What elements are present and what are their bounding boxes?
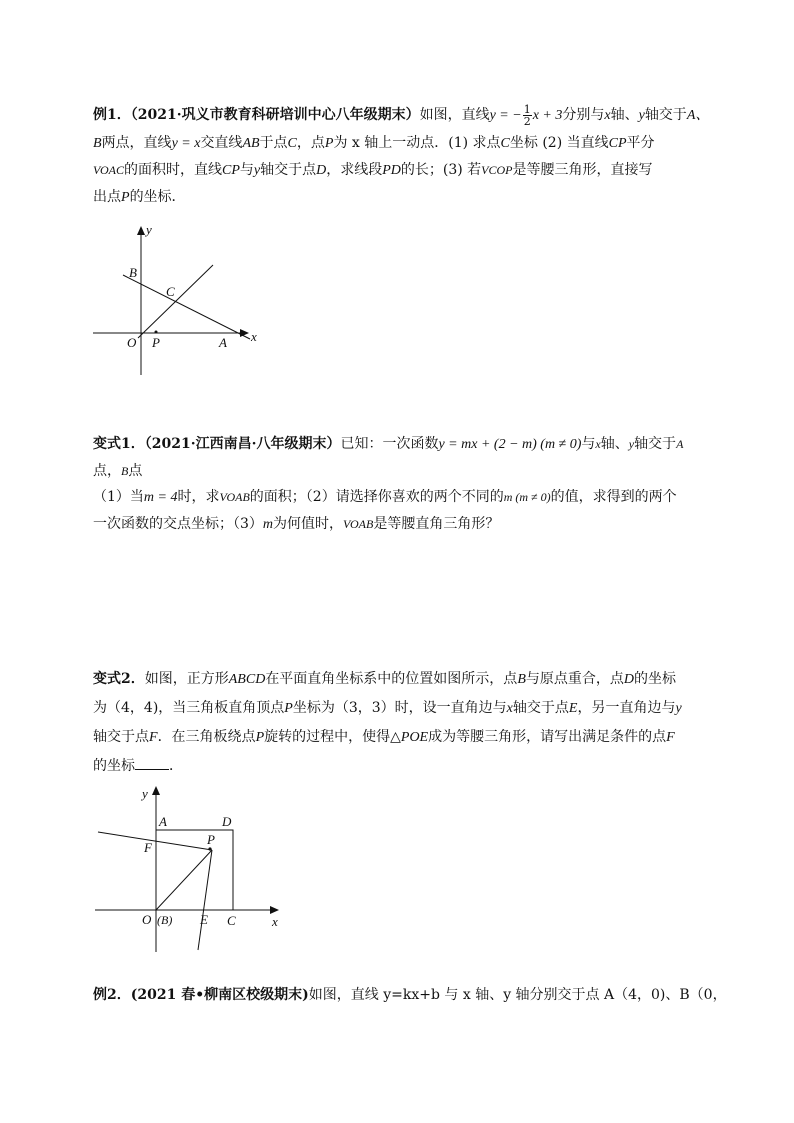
text: 与: [581, 436, 596, 452]
math: B: [121, 464, 129, 478]
point-p: [208, 847, 211, 850]
math: y: [628, 437, 635, 451]
example-1-line-3: [93, 157, 701, 184]
text: 为 x 轴上一动点．(1) 求点: [333, 135, 501, 151]
example-1-figure: [88, 220, 268, 380]
text: 点: [128, 463, 143, 479]
math: C: [500, 136, 510, 151]
fraction: [523, 104, 532, 127]
example-2-label: 例2．(2021 春•柳南区校级期末): [93, 987, 309, 1003]
math: B: [93, 136, 102, 151]
label-a: A: [219, 335, 227, 350]
text: 为何值时，: [273, 516, 344, 532]
math: P: [121, 190, 130, 205]
math: PD: [382, 163, 401, 178]
variation-2-figure: [90, 778, 290, 954]
text: 与原点重合，点: [525, 671, 624, 687]
text: 点，: [93, 463, 121, 479]
variation-2-line-4: [93, 752, 701, 780]
diagonal-op: [156, 850, 212, 910]
text: ，另一直角边与: [577, 700, 676, 716]
math: y = −: [489, 108, 522, 123]
text: 为（4，4)，当三角板直角顶点: [93, 700, 285, 716]
text: 成为等腰三角形，请写出满足条件的点: [428, 729, 667, 745]
label-o: O: [142, 912, 152, 927]
text: 坐标为（3，3）时，设一直角边与: [292, 700, 507, 716]
variation-1-line-3: [93, 484, 701, 511]
triangle-edge-pe: [198, 850, 212, 950]
text: 旋转的过程中，使得: [264, 729, 391, 745]
text: 出点: [93, 189, 121, 205]
math: m (m ≠ 0): [503, 490, 551, 504]
math: C: [287, 136, 297, 151]
text: 的坐标: [93, 758, 135, 774]
fraction-denominator: 2: [523, 114, 531, 128]
math: m: [262, 517, 274, 532]
text: ，点: [296, 135, 325, 151]
math: A、: [686, 108, 710, 123]
variation-2-line-3: [93, 723, 701, 752]
text: 坐标 (2) 当直线: [509, 135, 609, 151]
text: 如图，直线 y=kx+b 与 x 轴、y 轴分别交于点 A（4，0)、B（0，: [308, 987, 727, 1003]
y-axis-arrow: [137, 226, 145, 235]
text: 在平面直角坐标系中的位置如图所示，点: [265, 671, 518, 687]
example-2: [93, 982, 727, 1008]
label-x: x: [251, 329, 257, 344]
example-1-line-2: [93, 130, 701, 157]
math: x: [595, 437, 601, 451]
variation-1: [93, 430, 701, 538]
math: F: [666, 730, 675, 745]
math: y: [638, 108, 645, 123]
variation-1-line-2: [93, 458, 701, 484]
fraction-numerator: 1: [523, 102, 531, 116]
text: 与: [239, 162, 254, 178]
text: 轴交于点: [512, 700, 569, 716]
text: 轴交于: [644, 107, 687, 123]
math: CP: [221, 163, 240, 178]
math: VOAC: [93, 163, 124, 177]
text: ．: [169, 758, 183, 774]
variation-2-line-1: [93, 665, 701, 694]
math: P: [324, 136, 334, 151]
text: 轴、: [600, 436, 629, 452]
label-x: x: [272, 914, 278, 929]
math: F: [149, 730, 158, 745]
label-p: P: [207, 832, 215, 847]
math: y = x: [171, 136, 201, 151]
variation-2-label: 变式2．: [93, 671, 145, 687]
example-1-line-4: [93, 184, 701, 211]
text: 是等腰直角三角形？: [373, 516, 500, 532]
text: 的面积；（2）请选择你喜欢的两个不同的: [249, 489, 504, 505]
variation-1-line-4: [93, 511, 701, 538]
x-axis-arrow: [270, 906, 279, 914]
example-1: [93, 100, 710, 211]
text: 的坐标．: [129, 189, 186, 205]
answer-blank[interactable]: [135, 755, 169, 770]
math: y = mx + (2 − m) (m ≠ 0): [438, 437, 582, 452]
math: P: [284, 701, 293, 716]
text: 的面积时，直线: [123, 162, 222, 178]
text: 一次函数的交点坐标；（3）: [93, 516, 263, 532]
label-p: P: [152, 335, 160, 350]
label-y: y: [142, 786, 148, 801]
math: D: [623, 672, 634, 687]
text: 的长；(3) 若: [400, 162, 482, 178]
math: D: [316, 163, 327, 178]
text: 时，求: [177, 489, 220, 505]
math: CP: [608, 136, 627, 151]
text: 于点: [259, 135, 288, 151]
text: ，求线段: [326, 162, 383, 178]
text: 已知：一次函数: [340, 436, 439, 452]
text: （1）当: [93, 489, 144, 505]
math: x: [506, 701, 513, 716]
math: VOAB: [343, 517, 374, 531]
y-axis-arrow: [152, 786, 160, 795]
math: m = 4: [143, 490, 178, 505]
math: A: [676, 437, 684, 451]
text: 交直线: [200, 135, 243, 151]
variation-2-line-2: [93, 694, 701, 723]
text: 如图，正方形: [144, 671, 229, 687]
label-b: B: [129, 265, 137, 280]
text: 平分: [626, 135, 655, 151]
math: x + 3: [532, 108, 563, 123]
text: ．在三角板绕点: [157, 729, 256, 745]
math: x: [604, 108, 611, 123]
text: 轴交于: [634, 436, 677, 452]
line-y-equals-x: [138, 265, 213, 338]
text: 轴、: [610, 107, 639, 123]
math: B: [517, 672, 526, 687]
math: VCOP: [481, 163, 513, 177]
math: P: [255, 730, 265, 745]
example-1-label: 例1．（2021·巩义市教育科研培训中心八年级期末）: [93, 107, 420, 123]
point-p: [155, 331, 158, 334]
variation-1-line-1: [93, 430, 701, 458]
math: y: [253, 163, 261, 178]
text: 两点，直线: [101, 135, 172, 151]
label-y: y: [146, 222, 152, 237]
label-d: D: [222, 814, 232, 829]
text: 的坐标: [634, 671, 676, 687]
label-f: F: [144, 840, 152, 855]
example-1-line-1: [93, 100, 710, 130]
text: 分别与: [562, 107, 605, 123]
triangle-edge-pf: [98, 832, 212, 850]
text: 是等腰三角形，直接写: [512, 162, 653, 178]
text: 轴交于点: [93, 729, 149, 745]
label-c: C: [166, 284, 175, 299]
label-e: E: [200, 912, 208, 927]
label-a: A: [159, 814, 167, 829]
text: 的值，求得到的两个: [550, 489, 677, 505]
label-o: O: [127, 335, 137, 350]
variation-1-label: 变式1．（2021·江西南昌·八年级期末）: [93, 436, 341, 452]
text: 如图，直线: [419, 107, 490, 123]
math: △POE: [390, 730, 429, 745]
math: ABCD: [228, 672, 266, 687]
variation-2: [93, 665, 701, 780]
label-b-origin: (B): [157, 913, 173, 927]
math: AB: [242, 136, 260, 151]
line-ab: [123, 275, 250, 339]
math: VOAB: [219, 490, 250, 504]
math: y: [675, 701, 682, 716]
math: E: [568, 701, 578, 716]
label-c: C: [227, 913, 236, 928]
example-2-line-1: [93, 982, 727, 1008]
text: 轴交于点: [260, 162, 317, 178]
